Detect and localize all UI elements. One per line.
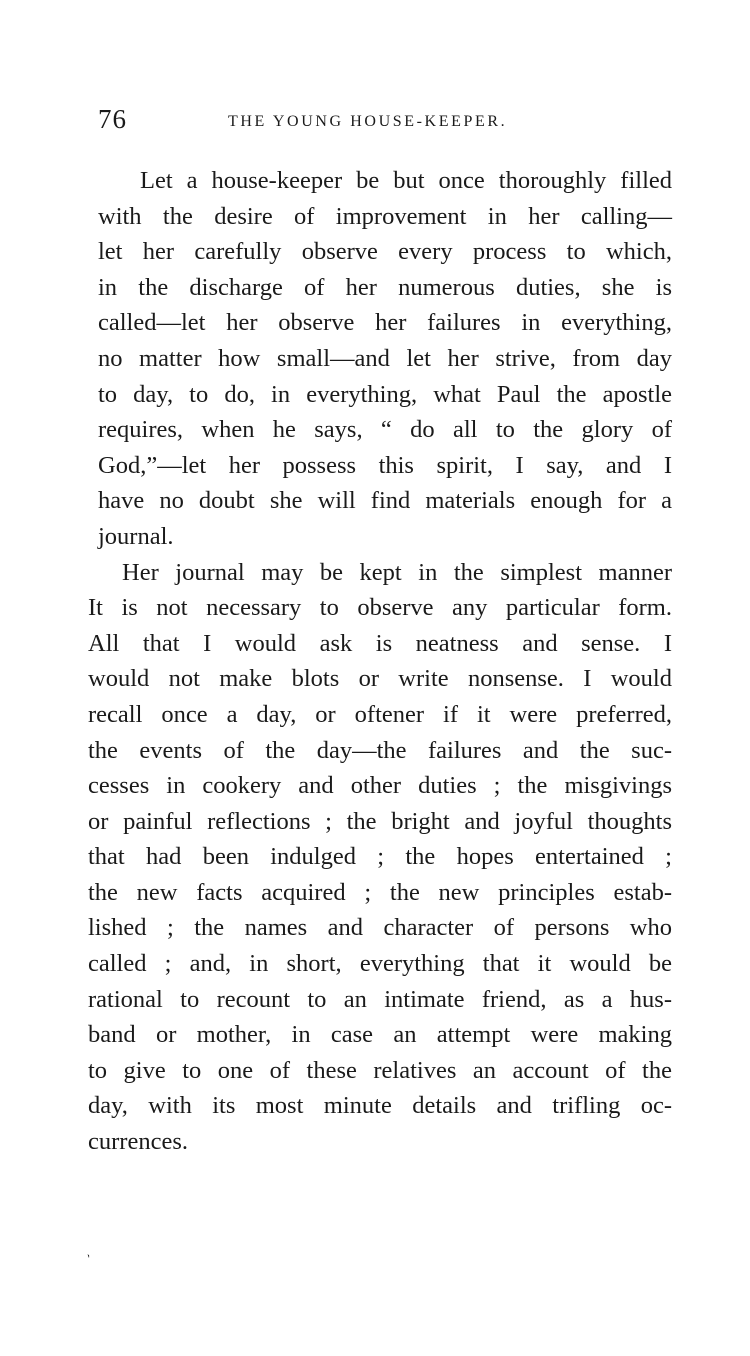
text-line: lished ; the names and character of persons who <box>88 914 672 942</box>
text-line: It is not necessary to observe any particular form. <box>88 594 672 622</box>
text-line: God,”—let her possess this spirit, I say, and I <box>98 451 672 479</box>
text-line: to give to one of these relatives an account of the <box>88 1056 672 1084</box>
text-line: would not make blots or write nonsense. I would <box>88 665 672 693</box>
text-line: or painful reflections ; the bright and joyful thoughts <box>88 807 672 835</box>
stray-ink-mark: ˎ <box>85 1244 98 1260</box>
text-line: no matter how small—and let her strive, from day <box>98 344 672 372</box>
text-line: day, with its most minute details and trifling oc- <box>88 1092 672 1120</box>
text-line: Let a house-keeper be but once thoroughly filled <box>140 167 672 194</box>
text-line: to day, to do, in everything, what Paul the apostle <box>98 380 672 408</box>
text-line: let her carefully observe every process to which, <box>98 238 672 266</box>
text-line: band or mother, in case an attempt were making <box>88 1021 672 1049</box>
text-line: journal. <box>98 522 174 550</box>
text-line: the events of the day—the failures and the suc- <box>88 736 672 764</box>
text-line: rational to recount to an intimate friend, as a hus- <box>88 985 672 1013</box>
text-line: in the discharge of her numerous duties, she is <box>98 273 672 301</box>
text-line: currences. <box>88 1128 188 1156</box>
paragraph-2 <box>84 555 672 1160</box>
text-line: requires, when he says, “ do all to the glory of <box>98 416 672 444</box>
text-line: called ; and, in short, everything that it would be <box>88 950 672 978</box>
text-line: cesses in cookery and other duties ; the misgivings <box>88 772 672 800</box>
text-line: have no doubt she will find materials enough for a <box>98 487 672 515</box>
page-number: 76 <box>98 104 127 134</box>
page-header <box>98 104 658 138</box>
text-line: Her journal may be kept in the simplest manner <box>122 558 672 586</box>
text-line: recall once a day, or oftener if it were preferred, <box>88 700 672 728</box>
text-line: the new facts acquired ; the new principles estab- <box>88 878 672 906</box>
text-line: that had been indulged ; the hopes entertained ; <box>88 843 672 871</box>
text-line: called—let her observe her failures in everything, <box>98 309 672 337</box>
paragraph-1 <box>84 163 672 555</box>
running-title: THE YOUNG HOUSE-KEEPER. <box>228 113 508 130</box>
text-line: All that I would ask is neatness and sense. I <box>88 629 672 657</box>
body-text <box>84 163 672 1160</box>
text-line: with the desire of improvement in her calling— <box>98 202 672 230</box>
